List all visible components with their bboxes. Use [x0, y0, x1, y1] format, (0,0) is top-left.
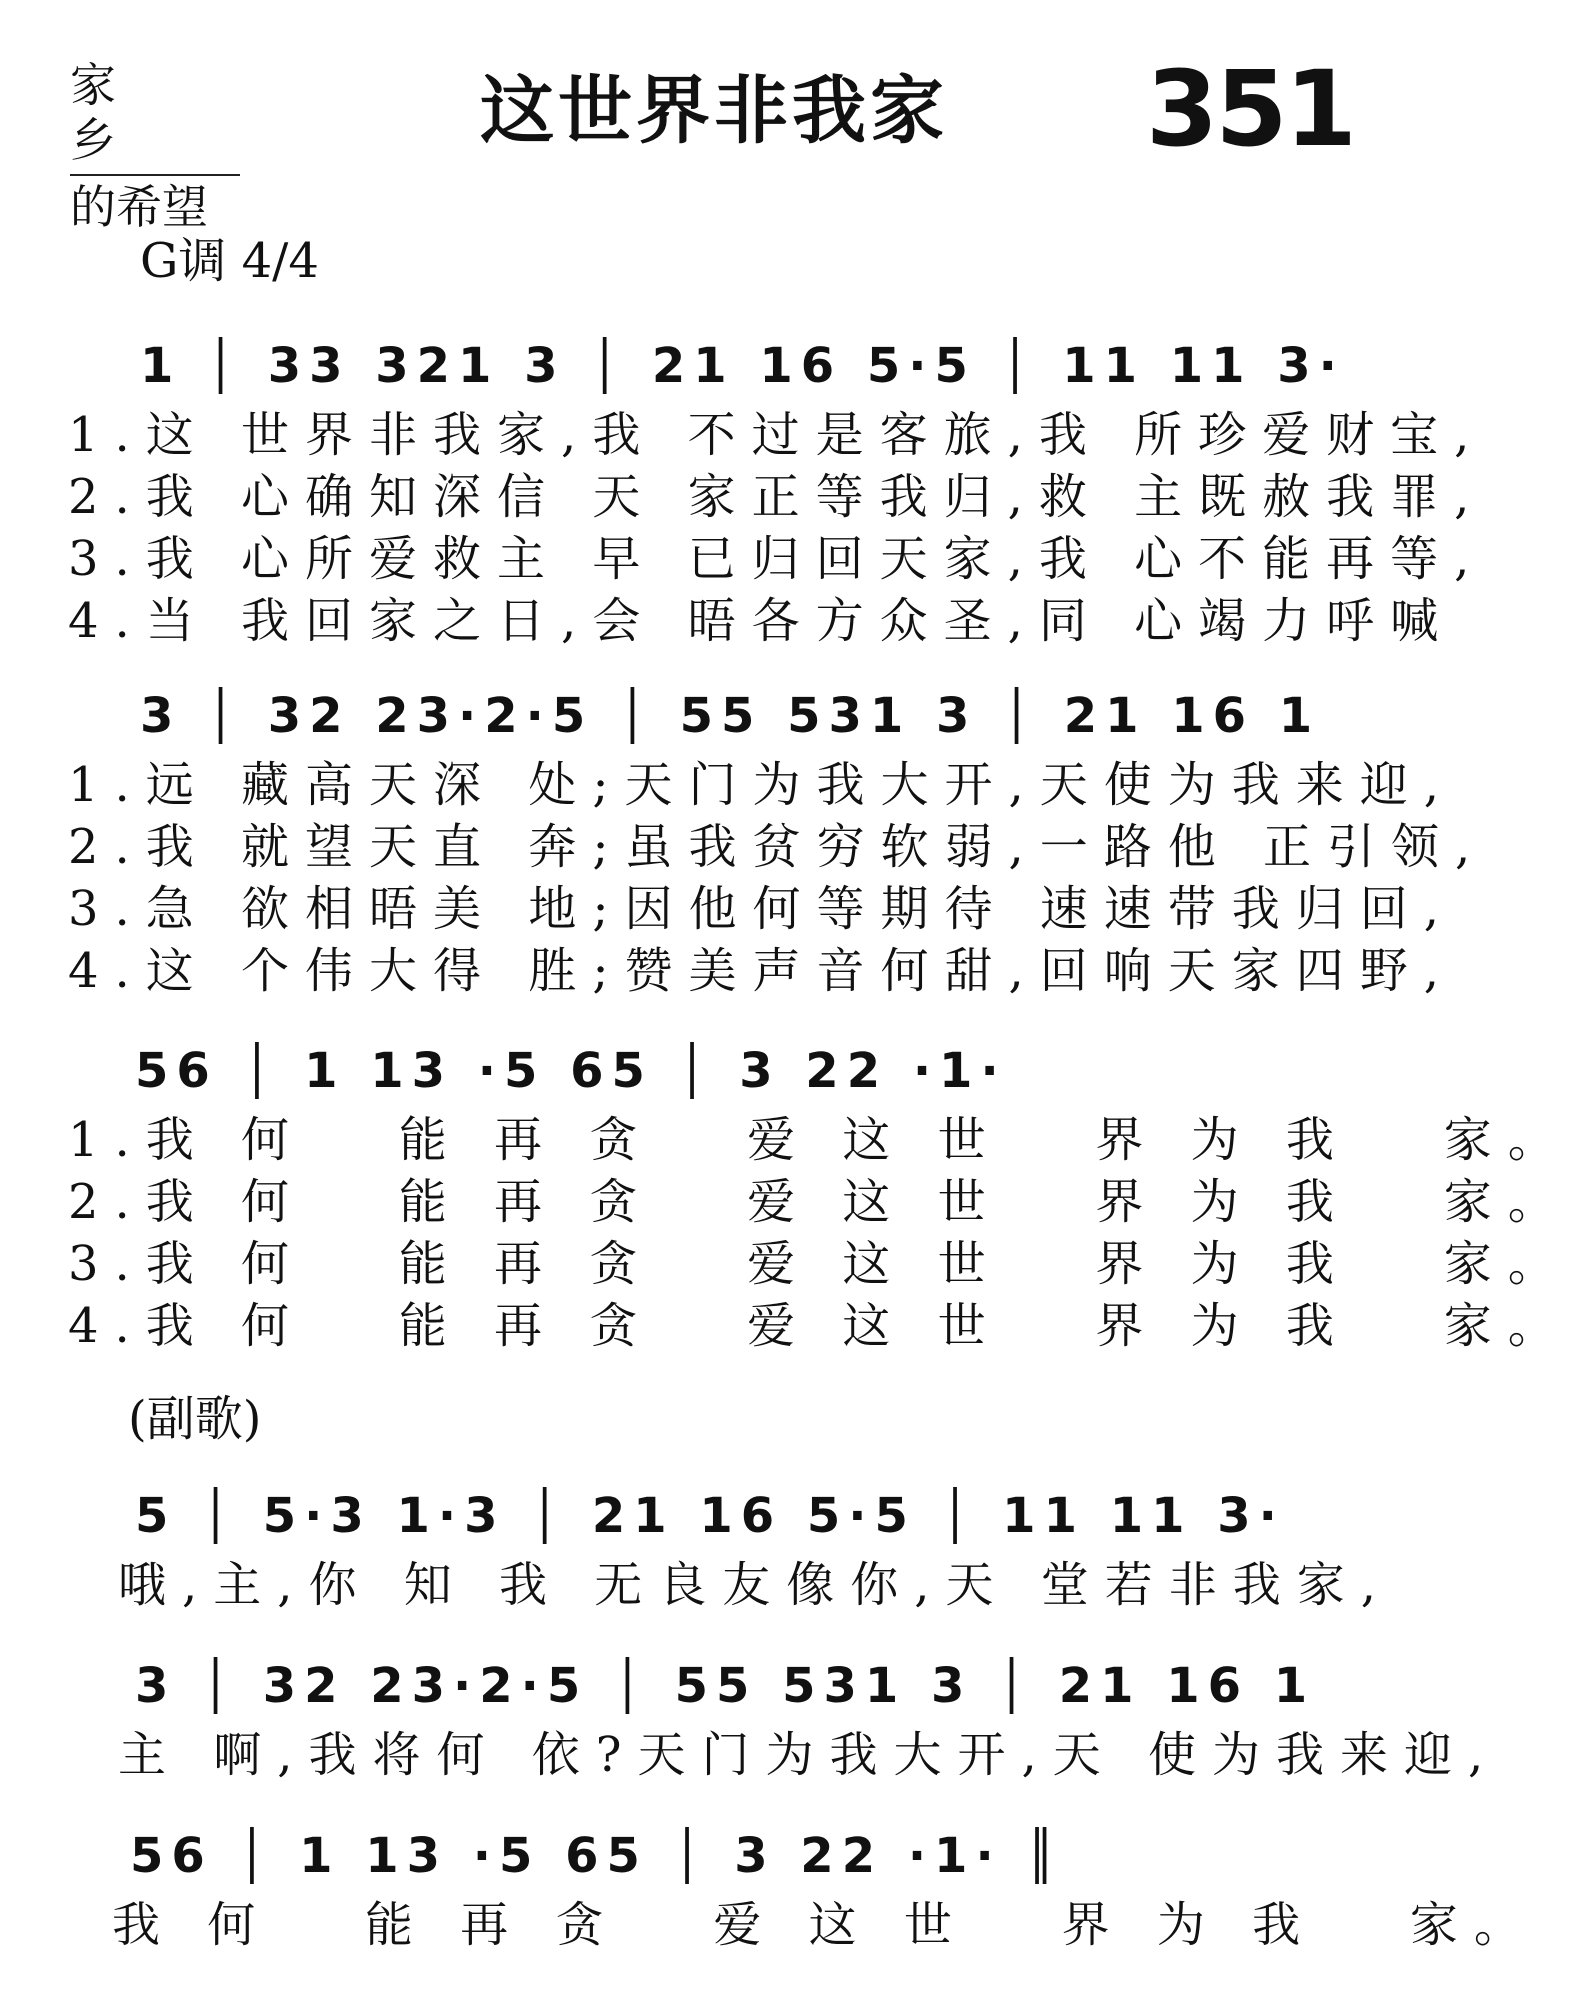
- lyric-line: 3.急 欲相晤美 地;因他何等期待 速速带我归回,: [68, 881, 1456, 937]
- verse-block-1: [0, 330, 1486, 652]
- notation-line: [0, 1820, 1400, 1894]
- notation-line: [0, 1480, 1400, 1554]
- notation-line: [0, 680, 1400, 754]
- notes-text: 3 │ 32 23·2·5 │ 55 531 3 │ 21 16 1: [135, 1658, 1316, 1714]
- chorus-block-3: [0, 1820, 1538, 1956]
- chorus-block-1: [0, 1480, 1400, 1616]
- lyric-line: 4.当 我回家之日,会 晤各方众圣,同 心竭力呼喊: [68, 593, 1455, 649]
- lyric-line: 3.我 何 能 再 贪 爱 这 世 界 为 我 家。: [68, 1236, 1572, 1292]
- notes-text: 56 │ 1 13 ·5 65 │ 3 22 ·1· ║: [130, 1828, 1064, 1884]
- notation-line: [0, 1650, 1400, 1724]
- notes-text: 3 │ 32 23·2·5 │ 55 531 3 │ 21 16 1: [140, 688, 1321, 744]
- key-signature: G调 4/4: [140, 233, 319, 289]
- chorus-label: (副歌): [128, 1391, 262, 1447]
- chorus-block-2: [0, 1650, 1500, 1786]
- lyric-line: 3.我 心所爱救主 早 已归回天家,我 心不能再等,: [68, 531, 1486, 587]
- lyric-line: 1.这 世界非我家,我 不过是客旅,我 所珍爱财宝,: [68, 407, 1486, 463]
- lyric-line: 主 啊,我将何 依?天门为我大开,天 使为我来迎,: [118, 1727, 1500, 1783]
- category-bottom: 的希望: [70, 180, 208, 235]
- notation-line: [0, 330, 1400, 404]
- hymn-number: 351: [1145, 48, 1354, 170]
- notation-line: [0, 1035, 1400, 1109]
- lyric-line: 1.远 藏高天深 处;天门为我大开,天使为我来迎,: [68, 757, 1456, 813]
- lyric-line: 2.我 何 能 再 贪 爱 这 世 界 为 我 家。: [68, 1174, 1572, 1230]
- notes-text: 56 │ 1 13 ·5 65 │ 3 22 ·1·: [135, 1043, 1007, 1099]
- notes-text: 5 │ 5·3 1·3 │ 21 16 5·5 │ 11 11 3·: [135, 1488, 1285, 1544]
- verse-block-2: [0, 680, 1487, 1002]
- lyric-line: 1.我 何 能 再 贪 爱 这 世 界 为 我 家。: [68, 1112, 1572, 1168]
- hymn-title: 这世界非我家: [480, 68, 948, 154]
- lyric-line: 哦,主,你 知 我 无良友像你,天 堂若非我家,: [118, 1557, 1393, 1613]
- lyric-line: 2.我 心确知深信 天 家正等我归,救 主既赦我罪,: [68, 469, 1486, 525]
- lyric-line: 我 何 能 再 贪 爱 这 世 界 为 我 家。: [112, 1897, 1538, 1953]
- verse-block-3: [0, 1035, 1572, 1357]
- lyric-line: 2.我 就望天直 奔;虽我贫穷软弱,一路他 正引领,: [68, 819, 1487, 875]
- notes-text: 1 │ 33 321 3 │ 21 16 5·5 │ 11 11 3·: [140, 338, 1345, 394]
- lyric-line: 4.这 个伟大得 胜;赞美声音何甜,回响天家四野,: [68, 943, 1456, 999]
- category-top: 家乡: [70, 58, 240, 176]
- lyric-line: 4.我 何 能 再 贪 爱 这 世 界 为 我 家。: [68, 1298, 1572, 1354]
- category-label: [70, 58, 240, 236]
